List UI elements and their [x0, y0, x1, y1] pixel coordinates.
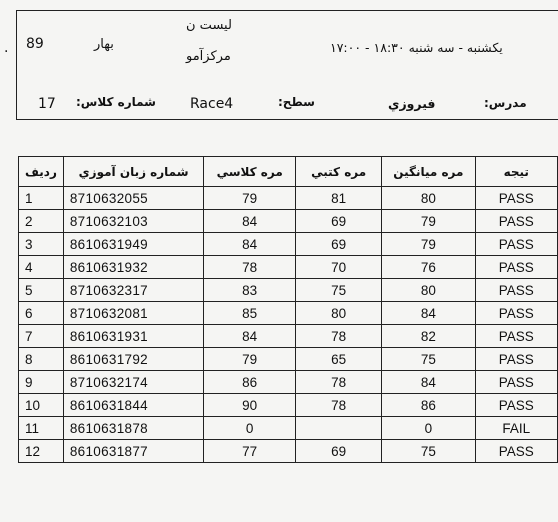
- cell-average: 82: [382, 325, 475, 348]
- col-row-header: ردیف: [19, 157, 64, 187]
- cell-written-score: 78: [296, 325, 382, 348]
- class-count-value: 17: [38, 96, 56, 112]
- table-row: [19, 325, 558, 348]
- level-label: سطح:: [278, 95, 315, 109]
- cell-student-id: 8610631932: [63, 256, 203, 279]
- cell-result: PASS: [475, 210, 557, 233]
- cell-written-score: 70: [296, 256, 382, 279]
- cell-row: 2: [19, 210, 64, 233]
- cell-written-score: 81: [296, 187, 382, 210]
- cell-result: PASS: [475, 394, 557, 417]
- col-average-header: مره میانگین: [382, 157, 475, 187]
- cell-average: 76: [382, 256, 475, 279]
- cell-result: PASS: [475, 371, 557, 394]
- cell-written-score: 80: [296, 302, 382, 325]
- cell-written-score: 69: [296, 440, 382, 463]
- cell-average: 79: [382, 210, 475, 233]
- table-row: [19, 348, 558, 371]
- table-row: [19, 256, 558, 279]
- cell-student-id: 8710632055: [63, 187, 203, 210]
- cell-average: 84: [382, 371, 475, 394]
- table-row: [19, 394, 558, 417]
- cell-row: 5: [19, 279, 64, 302]
- cell-average: 79: [382, 233, 475, 256]
- cell-class-score: 0: [204, 417, 296, 440]
- table-row: [19, 187, 558, 210]
- cell-student-id: 8610631792: [63, 348, 203, 371]
- table-header-row: [19, 157, 558, 187]
- cell-class-score: 90: [204, 394, 296, 417]
- center-fragment: مرکزآمو: [186, 49, 231, 64]
- cell-average: 0: [382, 417, 475, 440]
- cell-written-score: 75: [296, 279, 382, 302]
- term-value: بهار: [94, 37, 114, 52]
- cell-student-id: 8710632174: [63, 371, 203, 394]
- code-value: 89: [26, 36, 44, 52]
- col-student-id-header: شماره زبان آموزي: [63, 157, 203, 187]
- cell-written-score: 65: [296, 348, 382, 371]
- cell-row: 12: [19, 440, 64, 463]
- cell-student-id: 8610631877: [63, 440, 203, 463]
- cell-result: PASS: [475, 187, 557, 210]
- cell-result: PASS: [475, 348, 557, 371]
- cell-written-score: [296, 417, 382, 440]
- cell-class-score: 77: [204, 440, 296, 463]
- cell-row: 11: [19, 417, 64, 440]
- cell-row: 4: [19, 256, 64, 279]
- cell-student-id: 8610631844: [63, 394, 203, 417]
- title-fragment: لیست ن: [186, 18, 232, 33]
- cell-written-score: 69: [296, 210, 382, 233]
- cell-row: 6: [19, 302, 64, 325]
- cell-average: 75: [382, 440, 475, 463]
- cell-class-score: 79: [204, 348, 296, 371]
- table-row: [19, 371, 558, 394]
- cell-class-score: 84: [204, 233, 296, 256]
- cell-row: 8: [19, 348, 64, 371]
- teacher-value: فیروزي: [388, 96, 436, 111]
- cell-row: 9: [19, 371, 64, 394]
- cell-row: 10: [19, 394, 64, 417]
- cell-student-id: 8610631878: [63, 417, 203, 440]
- table-row: [19, 233, 558, 256]
- teacher-label: مدرس:: [484, 96, 527, 110]
- cell-written-score: 78: [296, 394, 382, 417]
- cell-class-score: 79: [204, 187, 296, 210]
- table-row: [19, 210, 558, 233]
- page-marker: .: [4, 40, 9, 56]
- cell-average: 80: [382, 279, 475, 302]
- cell-class-score: 86: [204, 371, 296, 394]
- level-value: Race4: [190, 96, 234, 112]
- col-class-score-header: مره کلاسي: [204, 157, 296, 187]
- cell-class-score: 84: [204, 325, 296, 348]
- cell-class-score: 83: [204, 279, 296, 302]
- cell-result: PASS: [475, 440, 557, 463]
- cell-student-id: 8710632103: [63, 210, 203, 233]
- cell-result: PASS: [475, 302, 557, 325]
- cell-written-score: 78: [296, 371, 382, 394]
- cell-result: PASS: [475, 233, 557, 256]
- table-row: [19, 440, 558, 463]
- table-row: [19, 279, 558, 302]
- cell-average: 84: [382, 302, 475, 325]
- cell-row: 7: [19, 325, 64, 348]
- cell-average: 75: [382, 348, 475, 371]
- cell-result: PASS: [475, 256, 557, 279]
- table-row: [19, 302, 558, 325]
- cell-student-id: 8710632081: [63, 302, 203, 325]
- cell-result: FAIL: [475, 417, 557, 440]
- cell-result: PASS: [475, 279, 557, 302]
- cell-student-id: 8610631931: [63, 325, 203, 348]
- cell-class-score: 85: [204, 302, 296, 325]
- cell-student-id: 8710632317: [63, 279, 203, 302]
- cell-average: 80: [382, 187, 475, 210]
- col-written-score-header: مره کتبي: [296, 157, 382, 187]
- cell-result: PASS: [475, 325, 557, 348]
- cell-row: 1: [19, 187, 64, 210]
- col-result-header: تیجه: [475, 157, 557, 187]
- cell-row: 3: [19, 233, 64, 256]
- class-count-label: شماره کلاس:: [76, 95, 156, 109]
- cell-class-score: 84: [204, 210, 296, 233]
- table-row: [19, 417, 558, 440]
- cell-average: 86: [382, 394, 475, 417]
- cell-class-score: 78: [204, 256, 296, 279]
- cell-written-score: 69: [296, 233, 382, 256]
- grades-table: [18, 156, 558, 463]
- schedule-text: یکشنبه - سه شنبه ۱۸:۳۰ - ۱۷:۰۰: [330, 40, 503, 55]
- cell-student-id: 8610631949: [63, 233, 203, 256]
